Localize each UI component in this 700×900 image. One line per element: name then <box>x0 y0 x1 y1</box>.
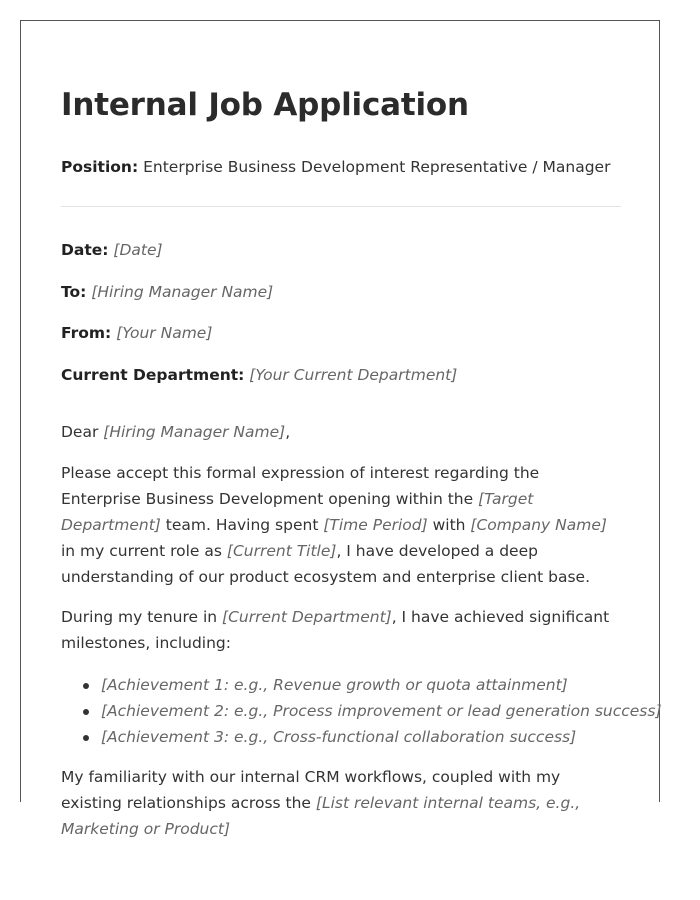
paragraph-text: with <box>427 516 471 534</box>
date-placeholder: [Date] <box>113 241 163 259</box>
salutation-suffix: , <box>285 423 291 441</box>
current-title-placeholder: [Current Title] <box>226 542 337 560</box>
salutation-name: [Hiring Manager Name] <box>103 423 286 441</box>
position-value: Enterprise Business Development Representative / Manager <box>143 158 611 176</box>
paragraph-text: My familiarity with our internal CRM workflows, coupled with my existing relationships across the <box>61 768 561 812</box>
salutation <box>61 419 621 445</box>
paragraph-tenure <box>61 604 621 656</box>
paragraph-text: During my tenure in <box>61 608 223 626</box>
page-title: Internal Job Application <box>61 87 469 123</box>
achievements-list <box>61 672 662 750</box>
from-placeholder: [Your Name] <box>116 324 213 342</box>
document-page <box>20 20 662 838</box>
bullet-icon <box>83 683 89 689</box>
paragraph-text: team. Having spent <box>160 516 324 534</box>
position-label: Position: <box>61 158 139 176</box>
department-placeholder: [Your Current Department] <box>249 366 458 384</box>
paragraph-intro <box>61 460 621 590</box>
bullet-icon <box>83 735 89 741</box>
to-line <box>61 283 273 301</box>
achievement-placeholder: [Achievement 2: e.g., Process improvement or lead generation success] <box>101 702 662 720</box>
from-label: From: <box>61 324 112 342</box>
to-label: To: <box>61 283 87 301</box>
paragraph-text: Please accept this formal expression of interest regarding the Enterprise Business Development opening within the <box>61 464 540 508</box>
time-period-placeholder: [Time Period] <box>323 516 428 534</box>
achievement-placeholder: [Achievement 3: e.g., Cross-functional collaboration success] <box>101 728 577 746</box>
bullet-icon <box>83 709 89 715</box>
internal-teams-placeholder: [List relevant internal teams, e.g., Marketing or Product] <box>61 794 581 838</box>
list-item <box>61 672 662 698</box>
achievement-placeholder: [Achievement 1: e.g., Revenue growth or quota attainment] <box>101 676 568 694</box>
paragraph-text: , I have achieved significant milestones, including: <box>61 608 610 652</box>
current-department-placeholder: [Current Department] <box>222 608 392 626</box>
department-label: Current Department: <box>61 366 245 384</box>
paragraph-text: , I have developed a deep understanding of our product ecosystem and enterprise client base. <box>61 542 590 586</box>
department-line <box>61 366 457 384</box>
divider <box>61 206 621 207</box>
list-item <box>61 724 662 750</box>
salutation-prefix: Dear <box>61 423 104 441</box>
list-item <box>61 698 662 724</box>
position-line <box>61 158 610 176</box>
paragraph-text: in my current role as <box>61 542 227 560</box>
company-name-placeholder: [Company Name] <box>470 516 607 534</box>
date-label: Date: <box>61 241 109 259</box>
paragraph-crm <box>61 764 621 842</box>
date-line <box>61 241 163 259</box>
from-line <box>61 324 212 342</box>
target-department-placeholder: [Target Department] <box>61 490 534 534</box>
to-placeholder: [Hiring Manager Name] <box>91 283 274 301</box>
